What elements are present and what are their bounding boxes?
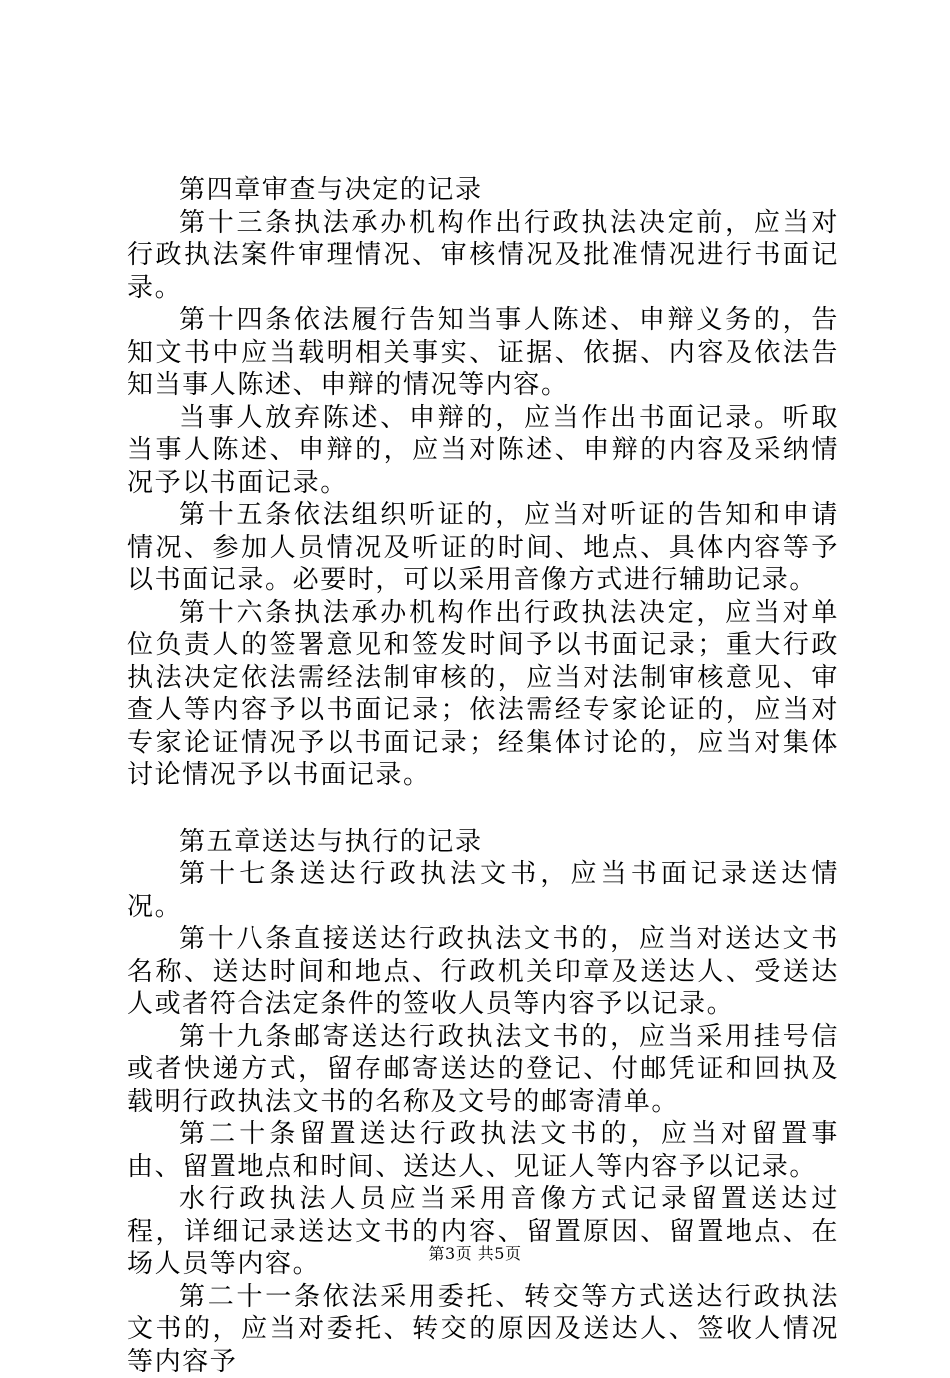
paragraph: 第十八条直接送达行政执法文书的，应当对送达文书名称、送达时间和地点、行政机关印章及送达人、受送达人或者符合法定条件的签收人员等内容予以记录。	[127, 923, 839, 1021]
page-number-label: 第3页 共5页	[429, 1244, 522, 1264]
paragraph: 第十七条送达行政执法文书，应当书面记录送达情况。	[127, 858, 839, 923]
paragraph: 第十五条依法组织听证的，应当对听证的告知和申请情况、参加人员情况及听证的时间、地点、具体内容等予以书面记录。必要时，可以采用音像方式进行辅助记录。	[127, 499, 839, 597]
chapter-heading: 第五章送达与执行的记录	[127, 826, 839, 859]
paragraph: 第十四条依法履行告知当事人陈述、申辩义务的，告知文书中应当载明相关事实、证据、依据、内容及依法告知当事人陈述、申辩的情况等内容。	[127, 304, 839, 402]
paragraph: 第十九条邮寄送达行政执法文书的，应当采用挂号信或者快递方式，留存邮寄送达的登记、付邮凭证和回执及载明行政执法文书的名称及文号的邮寄清单。	[127, 1021, 839, 1119]
section-spacer	[127, 792, 839, 826]
chapter-heading: 第四章审查与决定的记录	[127, 174, 839, 207]
page-footer	[0, 1244, 950, 1264]
paragraph: 第二十条留置送达行政执法文书的，应当对留置事由、留置地点和时间、送达人、见证人等内容予以记录。	[127, 1118, 839, 1183]
paragraph: 第十六条执法承办机构作出行政执法决定，应当对单位负责人的签署意见和签发时间予以书面记录；重大行政执法决定依法需经法制审核的，应当对法制审核意见、审查人等内容予以书面记录；依法需经专家论证的，应当对专家论证情况予以书面记录；经集体讨论的，应当对集体讨论情况予以书面记录。	[127, 597, 839, 792]
paragraph: 第十三条执法承办机构作出行政执法决定前，应当对行政执法案件审理情况、审核情况及批准情况进行书面记录。	[127, 207, 839, 305]
document-body	[127, 174, 839, 1378]
paragraph: 当事人放弃陈述、申辩的，应当作出书面记录。听取当事人陈述、申辩的，应当对陈述、申辩的内容及采纳情况予以书面记录。	[127, 402, 839, 500]
paragraph: 水行政执法人员应当采用音像方式记录留置送达过程，详细记录送达文书的内容、留置原因、留置地点、在场人员等内容。	[127, 1183, 839, 1281]
paragraph: 第二十一条依法采用委托、转交等方式送达行政执法文书的，应当对委托、转交的原因及送达人、签收人情况等内容予	[127, 1281, 839, 1378]
